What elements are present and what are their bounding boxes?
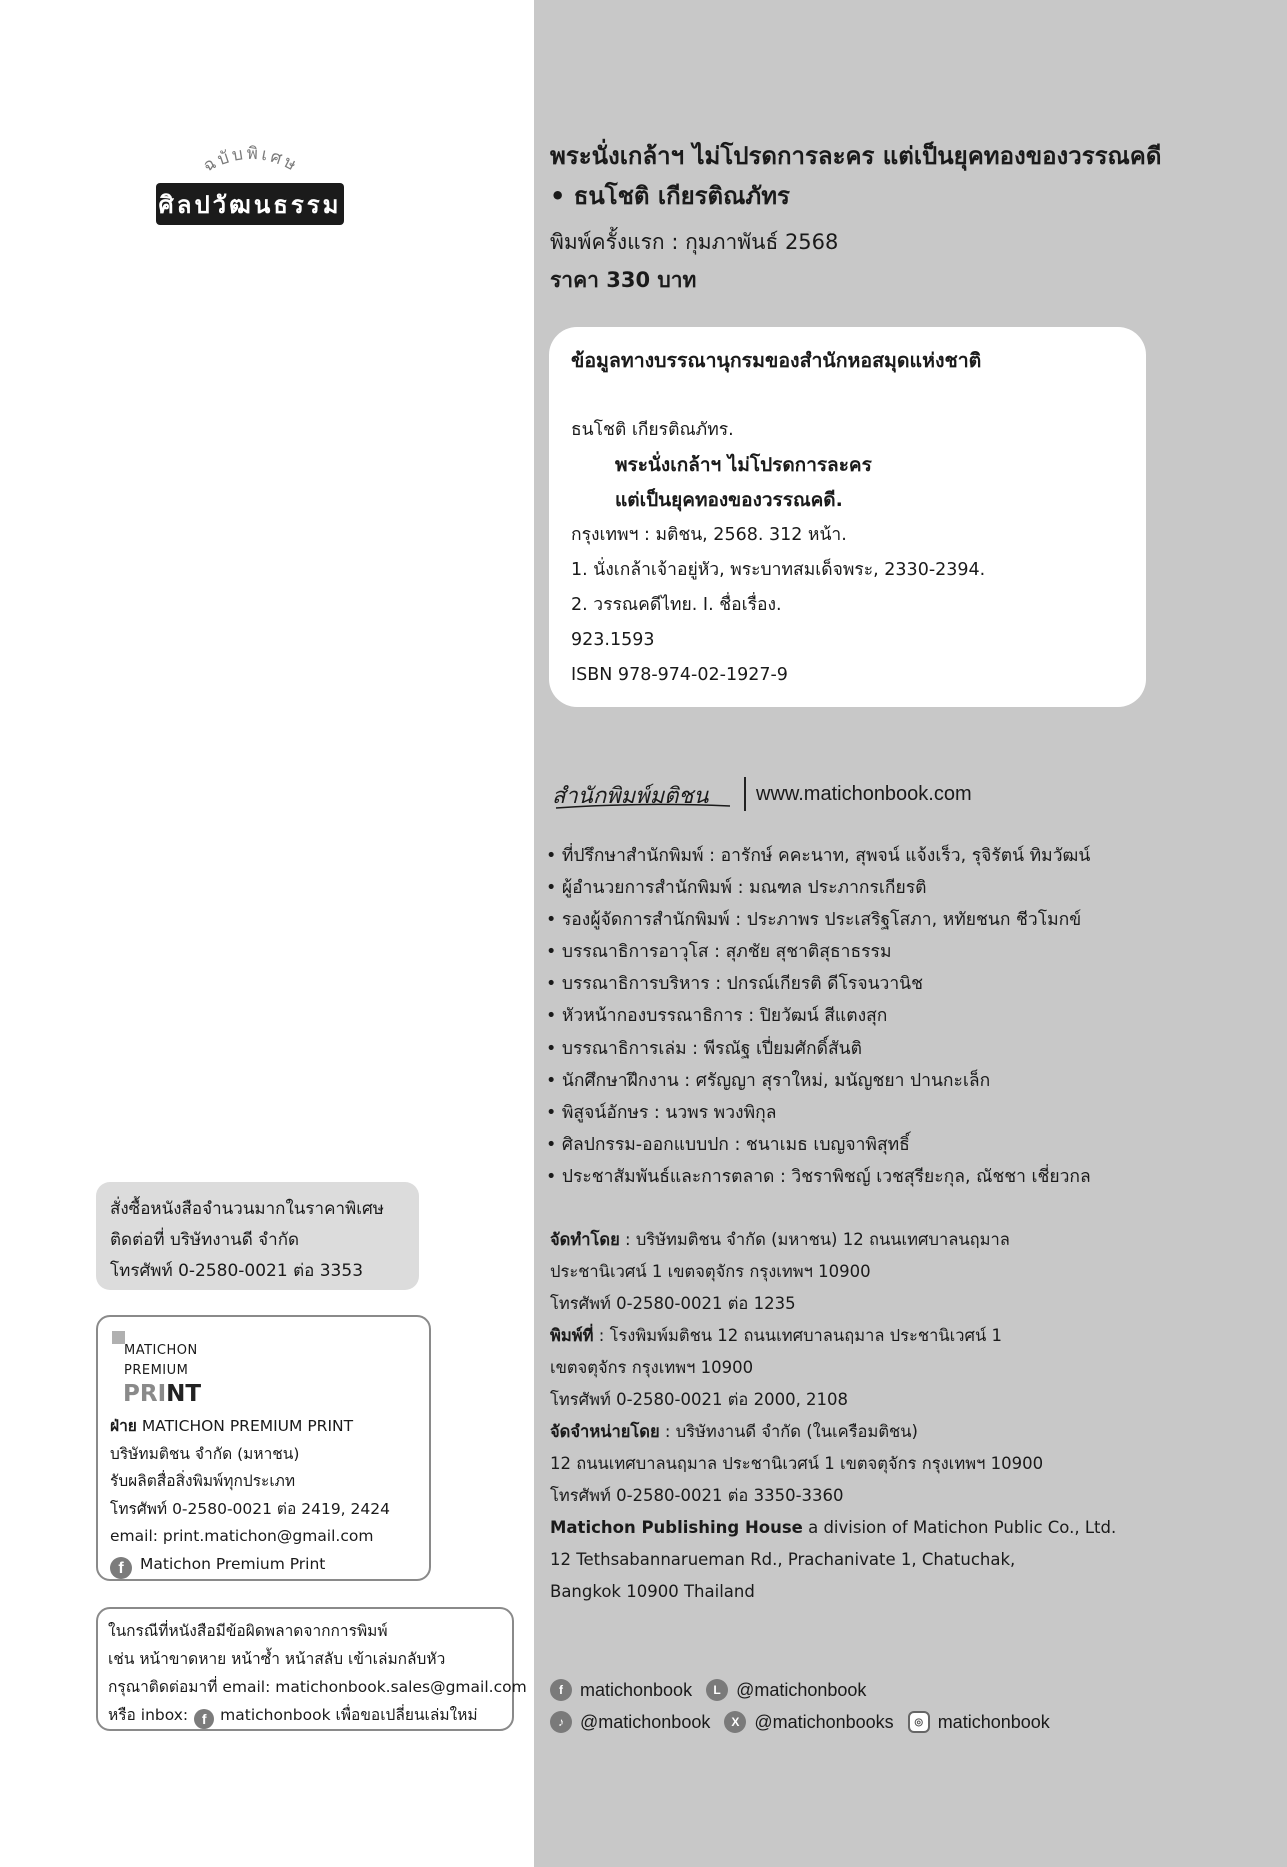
cip-subject: 2. วรรณคดีไทย. I. ชื่อเรื่อง.: [571, 595, 782, 615]
distributed-by-address: 12 ถนนเทศบาลนฤมาล ประชานิเวศน์ 1 เขตจตุจักร กรุงเทพฯ 10900: [550, 1454, 1044, 1473]
cip-imprint: กรุงเทพฯ : มติชน, 2568. 312 หน้า.: [571, 525, 847, 545]
book-title-line: พระนั่งเกล้าฯ ไม่โปรดการละคร แต่เป็นยุคทองของวรรณคดี: [550, 142, 1162, 170]
printed-by-line: พิมพ์ที่ : โรงพิมพ์มติชน 12 ถนนเทศบาลนฤมาล ประชานิเวศน์ 1: [550, 1326, 1003, 1345]
english-address-line: Bangkok 10900 Thailand: [550, 1582, 755, 1601]
bulk-order-line: ติดต่อที่ บริษัทงานดี จำกัด: [110, 1230, 300, 1250]
english-publisher-line: Matichon Publishing House a division of Matichon Public Co., Ltd.: [550, 1518, 1117, 1537]
printed-by-phone: โทรศัพท์ 0-2580-0021 ต่อ 2000, 2108: [550, 1390, 849, 1409]
tiktok-handle[interactable]: @matichonbook: [580, 1711, 711, 1732]
social-media-block: [550, 1674, 1064, 1738]
staff-item: • ที่ปรึกษาสำนักพิมพ์ : อารักษ์ คคะนาท, สุพจน์ แจ้งเร็ว, รุจิรัตน์ ทิมวัฒน์: [546, 840, 1091, 872]
cip-author: ธนโชติ เกียรติณภัทร.: [571, 420, 734, 440]
staff-item: • ประชาสัมพันธ์และการตลาด : วิชราพิชญ์ เวชสุรียะกุล, ณัชชา เชี่ยวกล: [546, 1161, 1091, 1193]
publisher-row: [550, 772, 972, 816]
staff-item: • รองผู้จัดการสำนักพิมพ์ : ประภาพร ประเสริฐโสภา, หทัยชนก ชีวโมกข์: [546, 904, 1091, 936]
x-handle[interactable]: @matichonbooks: [754, 1711, 894, 1732]
facebook-handle[interactable]: matichonbook: [580, 1679, 693, 1700]
logo-text-print: PRINT: [123, 1381, 202, 1407]
bulk-order-line: โทรศัพท์ 0-2580-0021 ต่อ 3353: [110, 1261, 364, 1281]
logo-title: ศิลปวัฒนธรรม: [156, 183, 344, 225]
staff-item: • พิสูจน์อักษร : นวพร พวงพิกุล: [546, 1097, 1091, 1129]
edition-line: พิมพ์ครั้งแรก : กุมภาพันธ์ 2568: [550, 230, 839, 254]
logo-text-matichon: MATICHON: [124, 1343, 198, 1358]
cip-title: พระนั่งเกล้าฯ ไม่โปรดการละคร: [615, 454, 872, 476]
logo-text-premium: PREMIUM: [124, 1363, 189, 1378]
tiktok-icon: ♪: [550, 1711, 572, 1733]
produced-by-address: ประชานิเวศน์ 1 เขตจตุจักร กรุงเทพฯ 10900: [550, 1262, 871, 1281]
instagram-handle[interactable]: matichonbook: [937, 1711, 1050, 1732]
error-info-line: กรุณาติดต่อมาที่ email: matichonbook.sales@gmail.com: [108, 1678, 527, 1696]
bulk-order-box: [96, 1182, 419, 1290]
print-dept-line: ฝ่าย MATICHON PREMIUM PRINT: [110, 1417, 354, 1435]
error-info-line: ในกรณีที่หนังสือมีข้อผิดพลาดจากการพิมพ์: [108, 1622, 388, 1640]
staff-item: • นักศึกษาฝึกงาน : ศรัญญา สุราใหม่, มนัญชยา ปานกะเล็ก: [546, 1065, 1091, 1097]
imprint-block: [550, 1224, 1116, 1608]
distributed-by-line: จัดจำหน่ายโดย : บริษัทงานดี จำกัด (ในเครือมติชน): [550, 1422, 918, 1441]
distributed-by-phone: โทรศัพท์ 0-2580-0021 ต่อ 3350-3360: [550, 1486, 844, 1505]
book-title: [550, 136, 1161, 216]
produced-by-phone: โทรศัพท์ 0-2580-0021 ต่อ 1235: [550, 1294, 796, 1313]
social-row: [550, 1706, 1064, 1738]
cip-title: แต่เป็นยุคทองของวรรณคดี.: [615, 489, 843, 511]
cip-isbn: ISBN 978-974-02-1927-9: [571, 665, 788, 685]
error-inbox-line: หรือ inbox: f matichonbook เพื่อขอเปลี่ยนเล่มใหม่: [108, 1706, 478, 1727]
publisher-divider: [744, 777, 746, 811]
produced-by-line: จัดทำโดย : บริษัทมติชน จำกัด (มหาชน) 12 ถนนเทศบาลนฤมาล: [550, 1230, 1010, 1249]
staff-item: • บรรณาธิการอาวุโส : สุภชัย สุชาติสุธาธรรม: [546, 936, 1091, 968]
staff-item: • บรรณาธิการเล่ม : พีรณัฐ เปี่ยมศักดิ์สันติ: [546, 1033, 1091, 1065]
cip-classification: 923.1593: [571, 630, 655, 650]
print-facebook-line: f Matichon Premium Print: [110, 1551, 417, 1579]
social-row: [550, 1674, 1064, 1706]
staff-item: • หัวหน้ากองบรรณาธิการ : ปิยวัฒน์ สีแตงสุก: [546, 1000, 1091, 1032]
publisher-website-link[interactable]: www.matichonbook.com: [756, 782, 972, 805]
logo-arc-text: [156, 130, 346, 190]
print-email: email: print.matichon@gmail.com: [110, 1527, 374, 1545]
print-info-line: โทรศัพท์ 0-2580-0021 ต่อ 2419, 2424: [110, 1499, 390, 1518]
matichon-premium-print-logo: [110, 1331, 417, 1409]
cataloging-in-publication-box: [549, 327, 1146, 707]
print-info-line: รับผลิตสื่อสิ่งพิมพ์ทุกประเภท: [110, 1472, 296, 1490]
error-info-line: เช่น หน้าขาดหาย หน้าซ้ำ หน้าสลับ เข้าเล่มกลับหัว: [108, 1650, 446, 1668]
line-handle[interactable]: @matichonbook: [736, 1679, 867, 1700]
facebook-icon: f: [110, 1557, 132, 1579]
staff-item: • บรรณาธิการบริหาร : ปกรณ์เกียรติ ดีโรจนวานิช: [546, 968, 1091, 1000]
premium-print-box: [96, 1315, 431, 1581]
bulk-order-line: สั่งซื้อหนังสือจำนวนมากในราคาพิเศษ: [110, 1199, 385, 1219]
matichon-publisher-logo: [550, 772, 740, 816]
print-info-line: บริษัทมติชน จำกัด (มหาชน): [110, 1444, 300, 1463]
book-author-line: • ธนโชติ เกียรติณภัทร: [550, 182, 790, 210]
svg-text:สำนักพิมพ์มติชน: สำนักพิมพ์มติชน: [552, 784, 709, 809]
printing-error-box: [96, 1607, 527, 1731]
cip-subject: 1. นั่งเกล้าเจ้าอยู่หัว, พระบาทสมเด็จพระ, 2330-2394.: [571, 560, 986, 580]
english-address-line: 12 Tethsabannarueman Rd., Prachanivate 1, Chatuchak,: [550, 1550, 1016, 1569]
svg-text:ฉบับพิเศษ: ฉบับพิเศษ: [200, 143, 302, 177]
x-icon: X: [724, 1711, 746, 1733]
staff-item: • ผู้อำนวยการสำนักพิมพ์ : มณฑล ประภากรเกียรติ: [546, 872, 1091, 904]
silpa-watthanatham-logo: [156, 130, 346, 226]
facebook-icon: f: [550, 1679, 572, 1701]
price-line: ราคา 330 บาท: [550, 268, 697, 292]
facebook-icon: f: [194, 1709, 214, 1729]
line-icon: L: [706, 1679, 728, 1701]
staff-list: [546, 840, 1091, 1193]
instagram-icon: ◎: [908, 1711, 930, 1733]
printed-by-address: เขตจตุจักร กรุงเทพฯ 10900: [550, 1358, 754, 1377]
staff-item: • ศิลปกรรม-ออกแบบปก : ชนาเมธ เบญจาพิสุทธิ์: [546, 1129, 1091, 1161]
cip-heading: ข้อมูลทางบรรณานุกรมของสำนักหอสมุดแห่งชาติ: [571, 349, 982, 372]
